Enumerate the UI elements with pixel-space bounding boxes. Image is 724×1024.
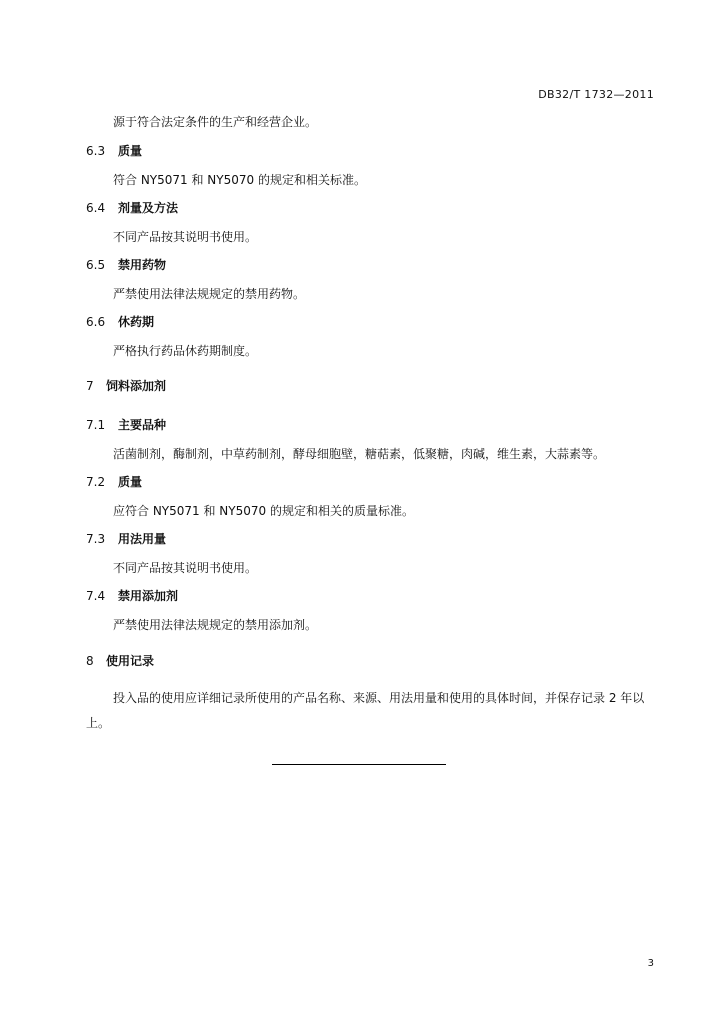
section-heading-7-4 (86, 587, 178, 604)
body-text: 不同产品按其说明书使用。 (113, 230, 258, 244)
section-title: 质量 (118, 475, 143, 489)
section-heading-6-3 (86, 142, 142, 159)
section-number: 7.4 (86, 589, 106, 603)
section-title: 禁用添加剂 (118, 589, 179, 603)
section-title: 剂量及方法 (118, 201, 179, 215)
body-text: 不同产品按其说明书使用。 (113, 561, 258, 575)
section-title: 主要品种 (118, 418, 167, 432)
page-number: 3 (647, 958, 654, 969)
section-number: 6.5 (86, 258, 106, 272)
usage-record-paragraph: 投入品的使用应详细记录所使用的产品名称、来源、用法用量和使用的具体时间，并保存记录 2 年以上。 (86, 691, 645, 730)
section-heading-6-5 (86, 256, 166, 273)
section-heading-7-2 (86, 473, 142, 490)
section-title: 使用记录 (106, 654, 155, 668)
end-of-document-rule (272, 764, 446, 765)
section-heading-7-3 (86, 530, 166, 547)
body-text: 严禁使用法律法规规定的禁用药物。 (113, 287, 306, 301)
section-heading-6-6 (86, 313, 154, 330)
section-title: 休药期 (118, 315, 155, 329)
section-title: 禁用药物 (118, 258, 167, 272)
section-heading-8 (86, 652, 154, 669)
section-heading-7-1 (86, 416, 166, 433)
section-title: 饲料添加剂 (106, 379, 167, 393)
section-number: 7.3 (86, 532, 106, 546)
body-text: 符合 NY5071 和 NY5070 的规定和相关标准。 (113, 173, 366, 187)
body-text: 应符合 NY5071 和 NY5070 的规定和相关的质量标准。 (113, 504, 414, 518)
section-number: 7 (86, 379, 94, 393)
section-number: 7.1 (86, 418, 106, 432)
section-number: 6.4 (86, 201, 106, 215)
body-text: 活菌制剂，酶制剂，中草药制剂，酵母细胞壁，糖萜素，低聚糖，肉碱，维生素，大蒜素等。 (113, 447, 606, 461)
section-number: 6.3 (86, 144, 106, 158)
document-code: DB32/T 1732—2011 (538, 88, 654, 101)
section-number: 8 (86, 654, 94, 668)
body-text: 源于符合法定条件的生产和经营企业。 (113, 115, 318, 129)
section-title: 质量 (118, 144, 143, 158)
body-text: 严格执行药品休药期制度。 (113, 344, 258, 358)
section-number: 6.6 (86, 315, 106, 329)
body-text: 严禁使用法律法规规定的禁用添加剂。 (113, 618, 318, 632)
section-heading-6-4 (86, 199, 178, 216)
section-title: 用法用量 (118, 532, 167, 546)
section-heading-7 (86, 377, 166, 394)
section-number: 7.2 (86, 475, 106, 489)
